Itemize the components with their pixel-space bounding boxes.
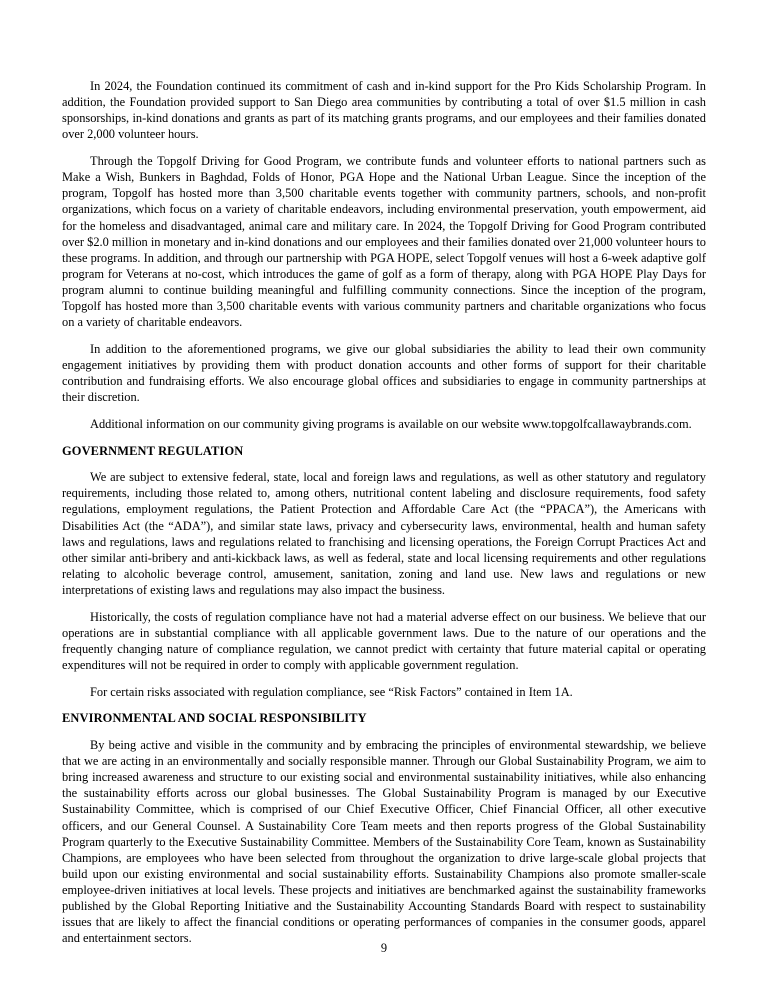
- paragraph-topgolf-driving-for-good: Through the Topgolf Driving for Good Program, we contribute funds and volunteer efforts to national partners such as Make a Wish, Bunkers in Baghdad, Folds of Honor, PGA Hope and the National Urban League. Since the inception of the program, Topgolf has hosted more than 3,500 charitable events together with community partners, schools, and non-profit organizations, which focus on a variety of charitable endeavors, including environmental preservation, youth empowerment, aid for the homeless and disadvantaged, animal care and military care. In 2024, the Topgolf Driving for Good Program contributed over $2.0 million in monetary and in-kind donations and our employees and their families donated over 21,000 volunteer hours to these programs. In addition, and through our partnership with PGA HOPE, select Topgolf venues will host a 6-week adaptive golf program for Veterans at no-cost, which introduces the game of golf as a form of therapy, along with PGA HOPE Play Days for program alumni to continue building meaningful and fulfilling community connections. Since the inception of the program, Topgolf has hosted more than 3,500 charitable events with various community partners and charitable organizations who focus on a variety of charitable endeavors.: [62, 154, 706, 330]
- paragraph-sustainability-program: By being active and visible in the community and by embracing the principles of environmental stewardship, we believe that we are acting in an environmentally and socially responsible manner. Through our Global Sustainability Program, we aim to bring increased awareness and structure to our existing social and environmental sustainability initiatives, while also enhancing the sustainability efforts across our global businesses. The Global Sustainability Program is managed by our Executive Sustainability Committee, which is comprised of our Chief Executive Officer, Chief Financial Officer, all other executive officers, and our General Counsel. A Sustainability Core Team meets and then reports progress of the Global Sustainability Program quarterly to the Executive Sustainability Committee. Members of the Sustainability Core Team, known as Sustainability Champions, are employees who have been selected from throughout the organization to drive large-scale global projects that build upon our existing environmental and social sustainability efforts. Sustainability Champions also promote smaller-scale employee-driven initiatives at local levels. These projects and initiatives are benchmarked against the sustainability frameworks published by the Global Reporting Initiative and the Sustainability Accounting Standards Board with respect to sustainability issues that are likely to affect the financial conditions or operating performances of companies in the consumer goods, apparel and entertainment sectors.: [62, 737, 706, 946]
- document-body: [62, 78, 706, 947]
- paragraph-pro-kids: In 2024, the Foundation continued its commitment of cash and in-kind support for the Pro Kids Scholarship Program. In addition, the Foundation provided support to San Diego area communities by contributing a total of over $1.5 million in cash sponsorships, in-kind donations and grants as part of its matching grants programs, and our employees and their families donated over 2,000 volunteer hours.: [62, 79, 706, 142]
- paragraph-regulation-compliance-costs: Historically, the costs of regulation compliance have not had a material adverse effect on our business. We believe that our operations are in substantial compliance with all applicable government laws. Due to the nature of our operations and the frequently changing nature of compliance regulation, we cannot predict with certainty that future material capital or operating expenditures will not be required in order to comply with applicable government regulation.: [62, 609, 706, 672]
- page-number: 9: [380, 941, 388, 955]
- heading-environmental-and-social-responsibility: ENVIRONMENTAL AND SOCIAL RESPONSIBILITY: [62, 711, 367, 726]
- paragraph-laws-and-regulations: We are subject to extensive federal, state, local and foreign laws and regulations, as well as other statutory and regulatory requirements, including those related to, among others, nutritional content labeling and disclosure requirements, food safety regulations, employment regulations, the Patient Protection and Affordable Care Act (the “PPACA”), the Americans with Disabilities Act (the “ADA”), and similar state laws, privacy and cybersecurity laws, environmental, health and human safety laws and regulations, laws and regulations related to franchising and licensing operations, the Foreign Corrupt Practices Act and other similar anti-bribery and anti-kickback laws, as well as federal, state and local licensing requirements and other regulations relating to alcoholic beverage control, amusement, sanitation, zoning and land use. New laws and regulations or new interpretations of existing laws and regulations may also impact the business.: [62, 470, 706, 597]
- heading-government-regulation: GOVERNMENT REGULATION: [62, 443, 244, 458]
- paragraph-global-subsidiaries: In addition to the aforementioned programs, we give our global subsidiaries the ability to lead their own community engagement initiatives by providing them with product donation accounts and other forms of support for their charitable contribution and fundraising efforts. We also encourage global offices and subsidiaries to engage in community partnerships at their discretion.: [62, 341, 706, 405]
- paragraph-additional-information: Additional information on our community giving programs is available on our website www.topgolfcallawaybrands.com.: [90, 416, 692, 431]
- paragraph-risk-factors-reference: For certain risks associated with regulation compliance, see “Risk Factors” contained in Item 1A.: [90, 684, 573, 699]
